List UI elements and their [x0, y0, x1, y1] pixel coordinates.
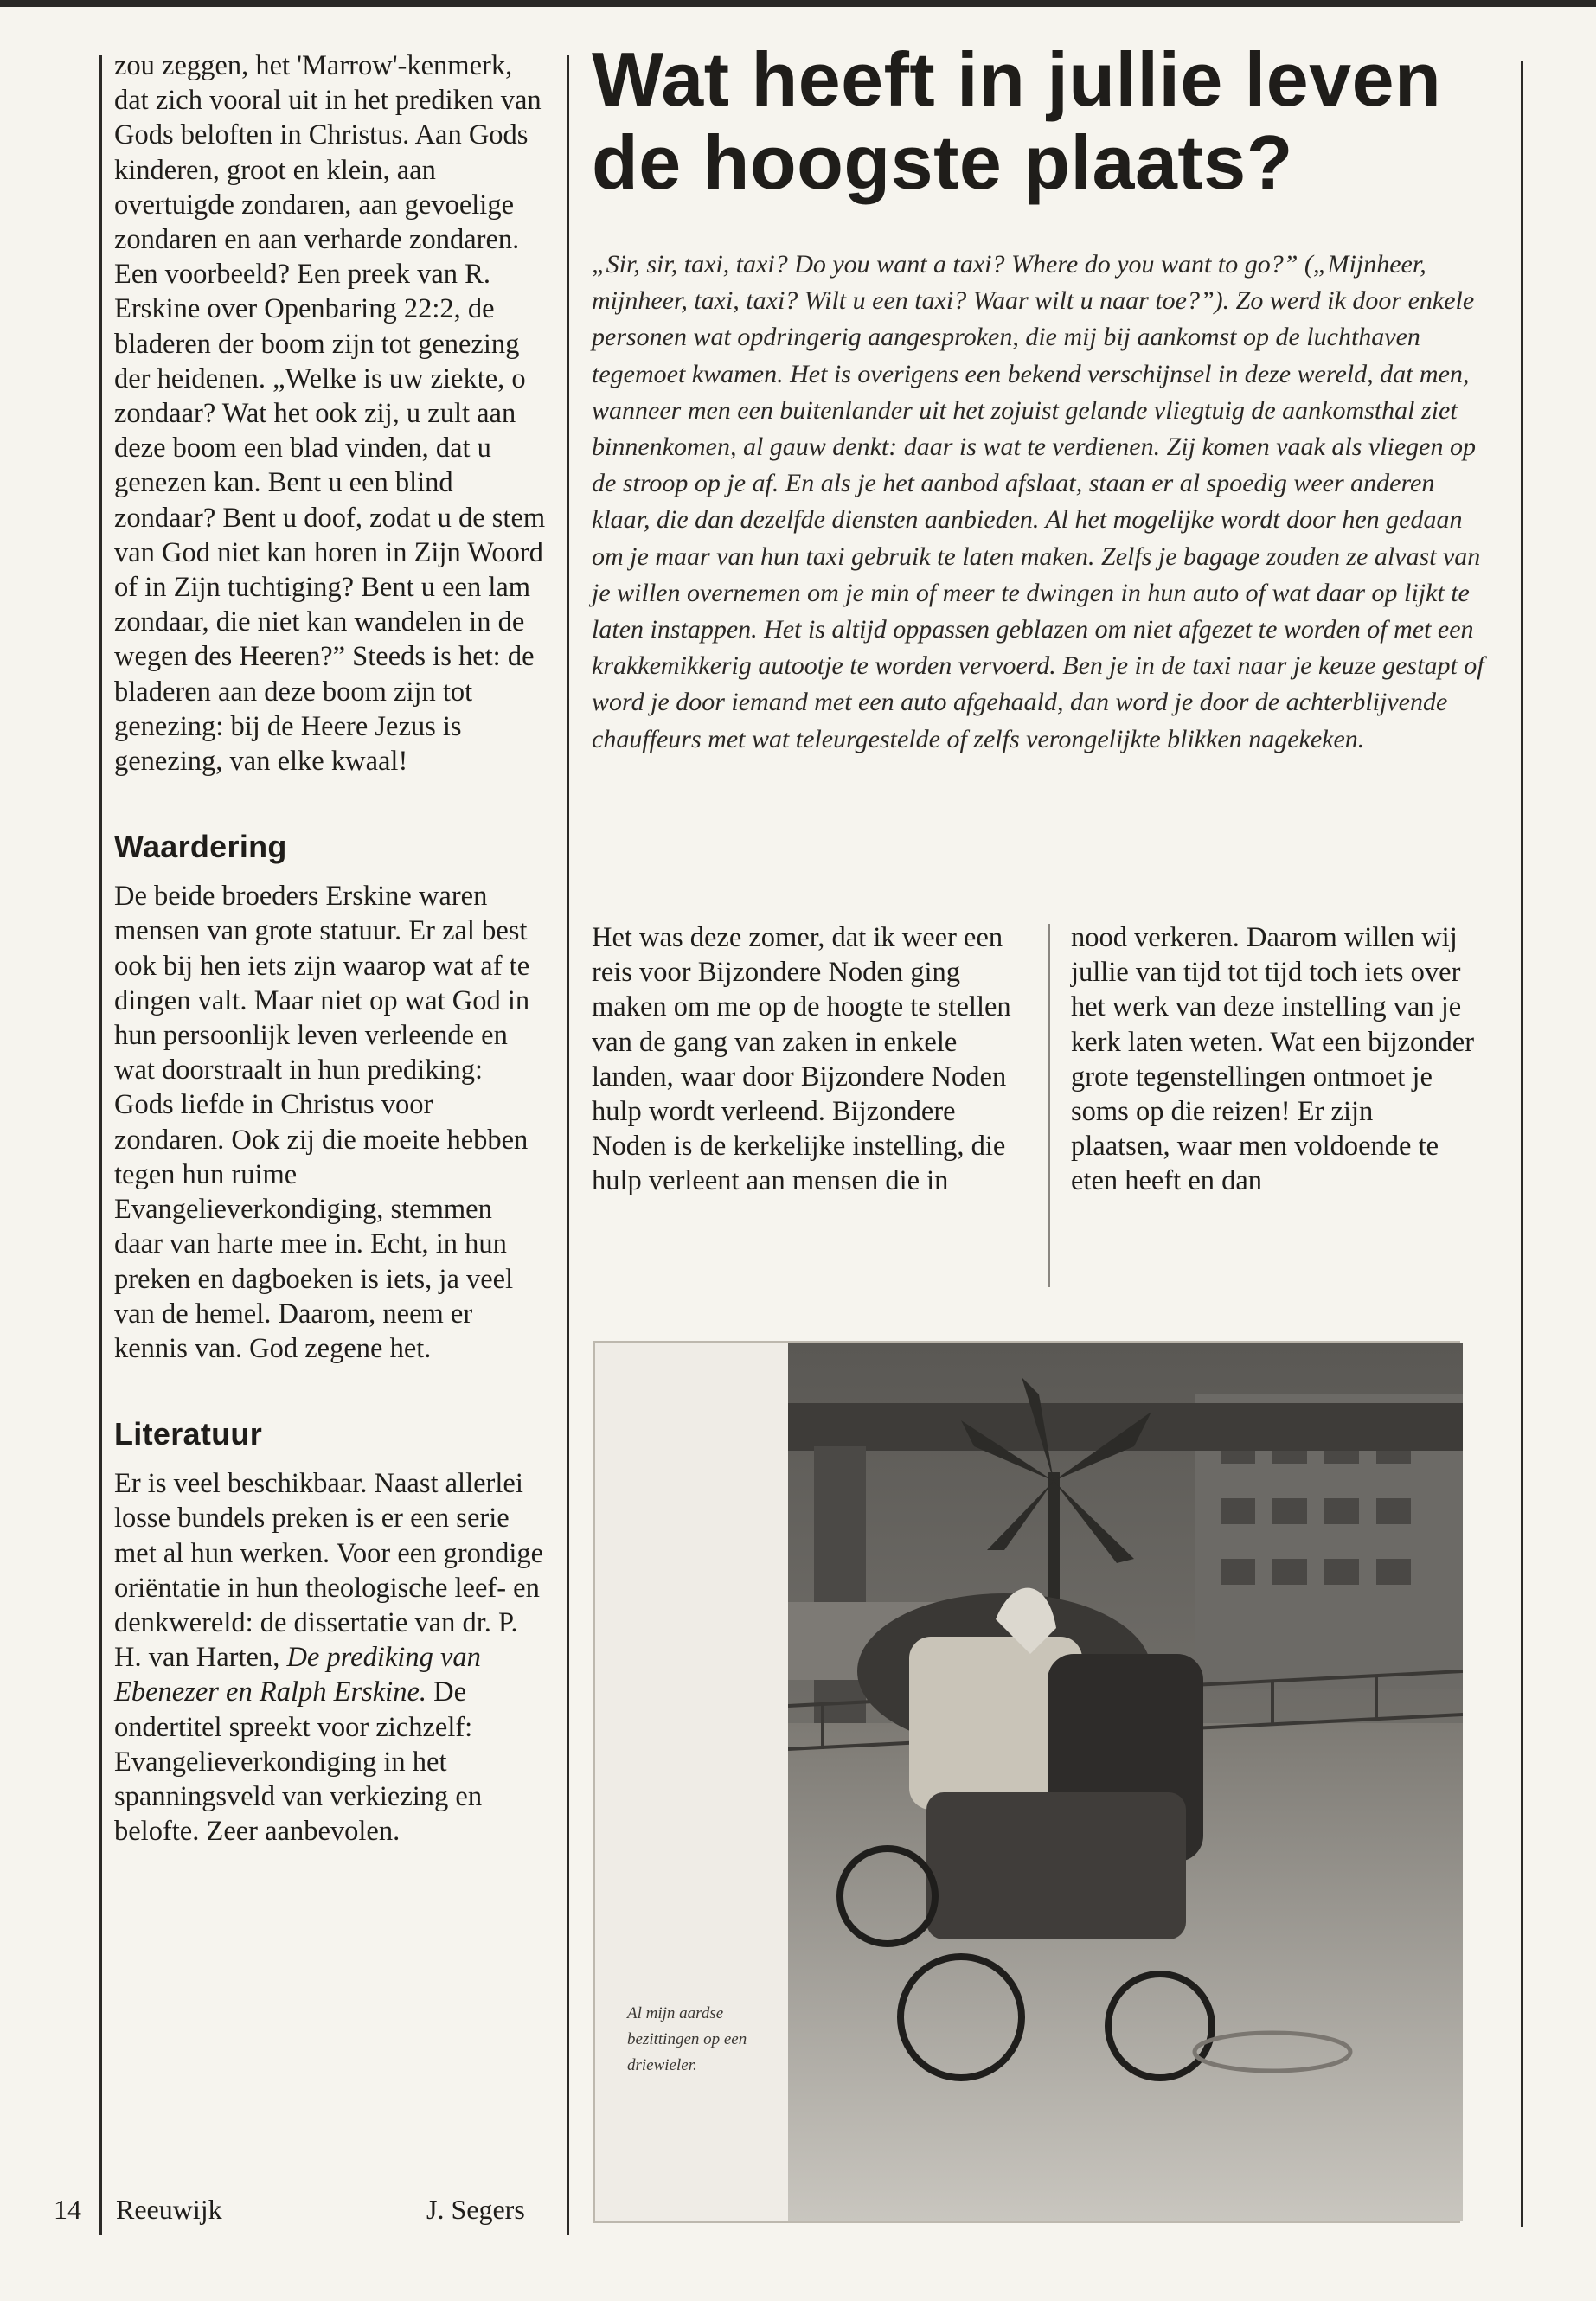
dissertation-title: De prediking van Ebenezer en Ralph Erskine. — [114, 1642, 481, 1708]
photo-caption: Al mijn aardse bezittingen op een driewieler. — [627, 2004, 747, 2074]
heading-waardering: Waardering — [114, 829, 287, 865]
footer-author: J. Segers — [426, 2194, 525, 2225]
article-column-1: Het was deze zomer, dat ik weer een reis voor Bijzondere Noden ging maken om me op de hoogte te stellen van de gang van zaken in enkele landen, waar door Bijzondere Noden hulp wordt verleend. Bijzondere Noden is de kerkelijke instelling, die hulp verleent aan mensen die in — [592, 922, 1011, 1197]
center-column-rule — [567, 55, 569, 2235]
page-number: 14 — [54, 2194, 81, 2225]
article-intro: „Sir, sir, taxi, taxi? Do you want a taxi? Where do you want to go?” („Mijnheer, mijnheer, taxi, taxi? Wilt u een taxi? Waar wilt u naar toe?”). Zo werd ik door enkele personen wat opdringerig aangesproken, die mij bij aankomst op de luchthaven tegemoet kwamen. Het is overigens een bekend verschijnsel in deze wereld, dat men, wanneer men een buitenlander uit het zojuist gelande vliegtuig de aankomsthal ziet binnenkomen, al gauw denkt: daar is wat te verdienen. Zij komen vaak als vliegen op de stroop op je af. En als je het aanbod afslaat, staan er al spoedig weer anderen klaar, die dan dezelfde diensten aanbieden. Al het mogelijke wordt door hen gedaan om je maar van hun taxi gebruik te laten maken. Zelfs je bagage zouden ze alvast van je willen overnemen om je min of meer te dwingen in hun auto of wat daar op lijkt te laten instappen. Het is altijd oppassen geblazen om niet afgezet te worden of met een krakkemikkerig autootje te worden vervoerd. Ben je in de taxi naar je keuze gestapt of word je door iemand met een auto afgehaald, dan word je door de achterblijvende chauffeurs met wat teleurgestelde of zelfs verongelijkte blikken nagekeken. — [592, 250, 1484, 753]
left-margin-rule — [99, 55, 102, 2235]
tricycle-photo — [788, 1343, 1463, 2221]
literatuur-text-1: Er is veel beschikbaar. Naast allerlei losse bundels preken is er een serie met al hun werken. Voor een grondige oriëntatie in hun theologische leef- en denkwereld: de dissertatie van dr. P. H. van Harten, — [114, 1468, 544, 1674]
paragraph-literatuur — [114, 1466, 547, 1849]
footer-place: Reeuwijk — [116, 2194, 222, 2225]
paragraph-waardering: De beide broeders Erskine waren mensen van grote statuur. Er zal best ook bij hen iets zijn waarop wat af te dingen valt. Maar niet op wat God in hun persoonlijk leven verleende en wat doorstraalt in hun prediking: Gods liefde in Christus voor zondaren. Ook zij die moeite hebben tegen hun ruime Evangelieverkondiging, stemmen daar van harte mee in. Echt, in hun preken en dagboeken is iets, ja veel van de hemel. Daarom, neem er kennis van. God zegene het. — [114, 881, 530, 1364]
overpass-pillar — [814, 1446, 866, 1732]
heading-literatuur: Literatuur — [114, 1416, 263, 1452]
left-paragraph-marrow: zou zeggen, het 'Marrow'-kenmerk, dat zich vooral uit in het prediken van Gods beloften in Christus. Aan Gods kinderen, groot en klein, aan overtuigde zondaren, aan gevoelige zondaren en aan verharde zondaren. Een voorbeeld? Een preek van R. Erskine over Openbaring 22:2, de bladeren der boom zijn tot genezing der heidenen. „Welke is uw ziekte, o zondaar? Wat het ook zij, u zult aan deze boom een blad vinden, dat u genezen kan. Bent u een blind zondaar? Bent u doof, zodat u de stem van God niet kan horen in Zijn Woord of in Zijn tuchtiging? Bent u een lam zondaar, die niet kan wandelen in de wegen des Heeren?” Steeds is het: de bladeren aan deze boom zijn tot genezing: bij de Heere Jezus is genezing, van elke kwaal! — [114, 50, 546, 778]
right-margin-rule — [1521, 61, 1523, 2227]
left-column — [114, 48, 547, 1849]
top-edge-bar — [0, 0, 1596, 7]
literatuur-text-2: De ondertitel spreekt voor zichzelf: Evangelieverkondiging in het spanningsveld van verkiezing en belofte. Zeer aanbevolen. — [114, 1676, 483, 1848]
article-headline: Wat heeft in jullie leven de hoogste plaats? — [592, 36, 1442, 205]
column-divider — [1048, 924, 1050, 1287]
article-column-2: nood verkeren. Daarom willen wij jullie van tijd tot tijd toch iets over het werk van deze instelling van je kerk laten weten. Wat een bijzonder grote tegenstellingen ontmoet je soms op die reizen! Er zijn plaatsen, waar men voldoende te eten heeft en dan — [1071, 922, 1475, 1197]
